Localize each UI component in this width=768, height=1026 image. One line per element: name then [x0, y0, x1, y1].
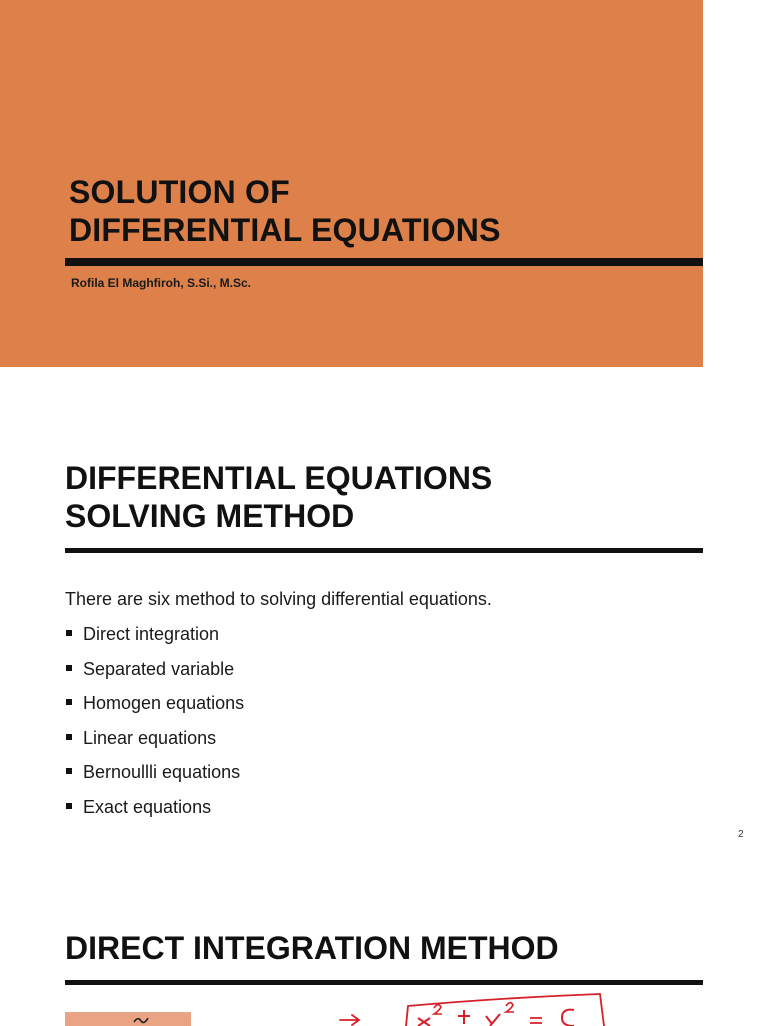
list-item	[65, 727, 244, 762]
slide-title	[69, 173, 501, 249]
author-name: Rofila El Maghfiroh, S.Si., M.Sc.	[71, 276, 252, 290]
square-bullet-icon	[66, 665, 72, 671]
slide-title-line-1: SOLUTION OF	[69, 174, 290, 210]
square-bullet-icon	[66, 734, 72, 740]
list-item-label: Exact equations	[83, 796, 212, 817]
list-item-label: Direct integration	[83, 624, 220, 644]
square-bullet-icon	[66, 803, 72, 809]
square-bullet-icon	[66, 699, 72, 705]
list-item	[65, 658, 244, 693]
list-item-label: Linear equations	[83, 727, 217, 748]
direct-integration-heading: DIRECT INTEGRATION METHOD	[65, 930, 559, 966]
list-item	[65, 761, 244, 796]
formula-fragment-icon	[130, 1012, 152, 1024]
list-item-label: Bernoullli equations	[83, 762, 241, 782]
square-bullet-icon	[66, 768, 72, 774]
list-item	[65, 796, 244, 831]
methods-list	[65, 623, 244, 830]
square-bullet-icon	[66, 630, 72, 636]
page-number: 2	[738, 829, 744, 840]
direct-integration-divider	[65, 980, 703, 985]
list-item-label: Separated variable	[83, 658, 235, 679]
methods-intro-text: There are six method to solving differential equations.	[65, 589, 492, 609]
slide-title-line-2: DIFFERENTIAL EQUATIONS	[69, 212, 501, 248]
methods-divider	[65, 548, 703, 553]
list-item-label: Homogen equations	[83, 693, 245, 713]
handwritten-annotation	[338, 986, 608, 1026]
list-item	[65, 623, 244, 658]
methods-heading	[65, 459, 492, 535]
list-item	[65, 692, 244, 727]
title-divider	[65, 258, 703, 266]
methods-heading-line-1: DIFFERENTIAL EQUATIONS	[65, 460, 493, 496]
methods-heading-line-2: SOLVING METHOD	[65, 498, 355, 534]
title-slide	[0, 0, 703, 367]
